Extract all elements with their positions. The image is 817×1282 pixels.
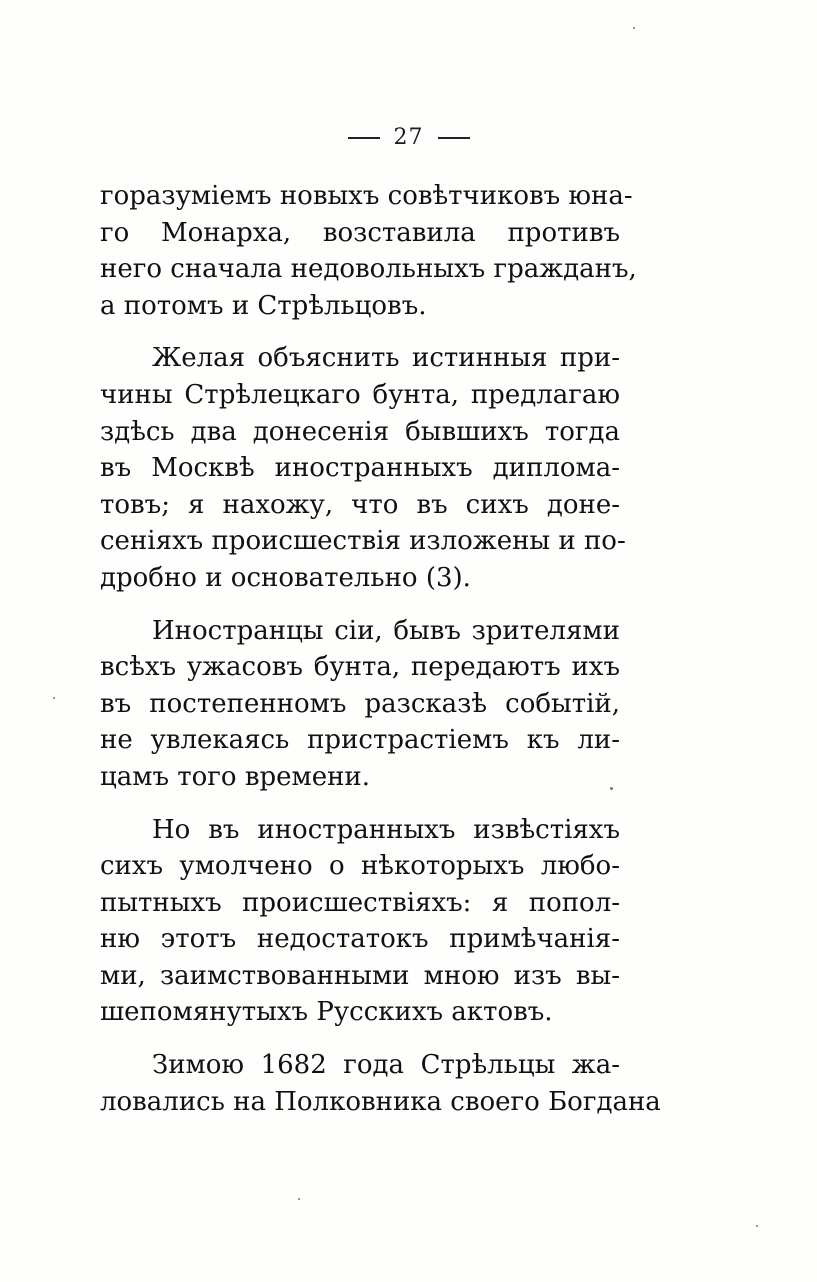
text-line: здѣсь два донесенія бывшихъ тогда bbox=[100, 416, 620, 447]
text-line: пытныхъ происшествіяхъ: я попол- bbox=[100, 887, 620, 918]
text-line: сихъ умолчено о нѣкоторыхъ любо- bbox=[100, 851, 620, 882]
page-number-header bbox=[0, 125, 817, 150]
paragraph-1 bbox=[100, 178, 637, 324]
paper-speck bbox=[610, 787, 613, 790]
text-line: товъ; я нахожу, что въ сихъ доне- bbox=[100, 489, 620, 520]
paragraph-2 bbox=[100, 340, 626, 596]
text-line: Зимою 1682 года Стрѣльцы жа- bbox=[152, 1050, 620, 1081]
paragraph-5 bbox=[100, 1047, 661, 1120]
text-line: чины Стрѣлецкаго бунта, предлагаю bbox=[100, 379, 620, 410]
text-line: го Монарха, возставила противъ bbox=[100, 217, 620, 248]
text-line: въ постепенномъ разсказѣ событій, bbox=[100, 688, 620, 719]
text-line: Но въ иностранныхъ извѣстіяхъ bbox=[152, 814, 620, 845]
text-line: не увлекаясь пристрастіемъ къ ли- bbox=[100, 725, 620, 756]
page-number: 27 bbox=[393, 125, 424, 150]
text-line: дробно и основательно (3). bbox=[100, 562, 471, 593]
paper-speck bbox=[298, 1198, 300, 1200]
right-dash bbox=[438, 137, 470, 139]
text-line: Иностранцы сіи, бывъ зрителями bbox=[152, 615, 620, 646]
text-line: а потомъ и Стрѣльцовъ. bbox=[100, 290, 427, 321]
text-line: цамъ того времени. bbox=[100, 761, 371, 792]
paper-speck bbox=[756, 1225, 758, 1227]
text-line: ловались на Полковника своего Богдана bbox=[100, 1086, 661, 1117]
paragraph-3 bbox=[100, 613, 620, 796]
text-line: Желая объяснить истинныя при- bbox=[152, 343, 620, 374]
text-line: горазуміемъ новыхъ совѣтчиковъ юна- bbox=[100, 181, 633, 211]
text-line: всѣхъ ужасовъ бунта, передаютъ ихъ bbox=[100, 652, 620, 683]
text-line: ню этотъ недостатокъ примѣчанія- bbox=[100, 924, 620, 955]
left-dash bbox=[348, 137, 380, 139]
text-line: въ Москвѣ иностранныхъ диплома- bbox=[100, 453, 620, 484]
body-text bbox=[100, 178, 661, 1120]
text-line: шепомянутыхъ Русскихъ актовъ. bbox=[100, 997, 553, 1028]
paper-speck bbox=[53, 697, 55, 699]
text-line: сеніяхъ происшествія изложены и по- bbox=[100, 526, 626, 557]
text-line: ми, заимствованными мною изъ вы- bbox=[100, 960, 620, 991]
paper-speck bbox=[633, 27, 635, 29]
paragraph-4 bbox=[100, 812, 620, 1032]
text-line: него сначала недовольныхъ гражданъ, bbox=[100, 254, 637, 285]
